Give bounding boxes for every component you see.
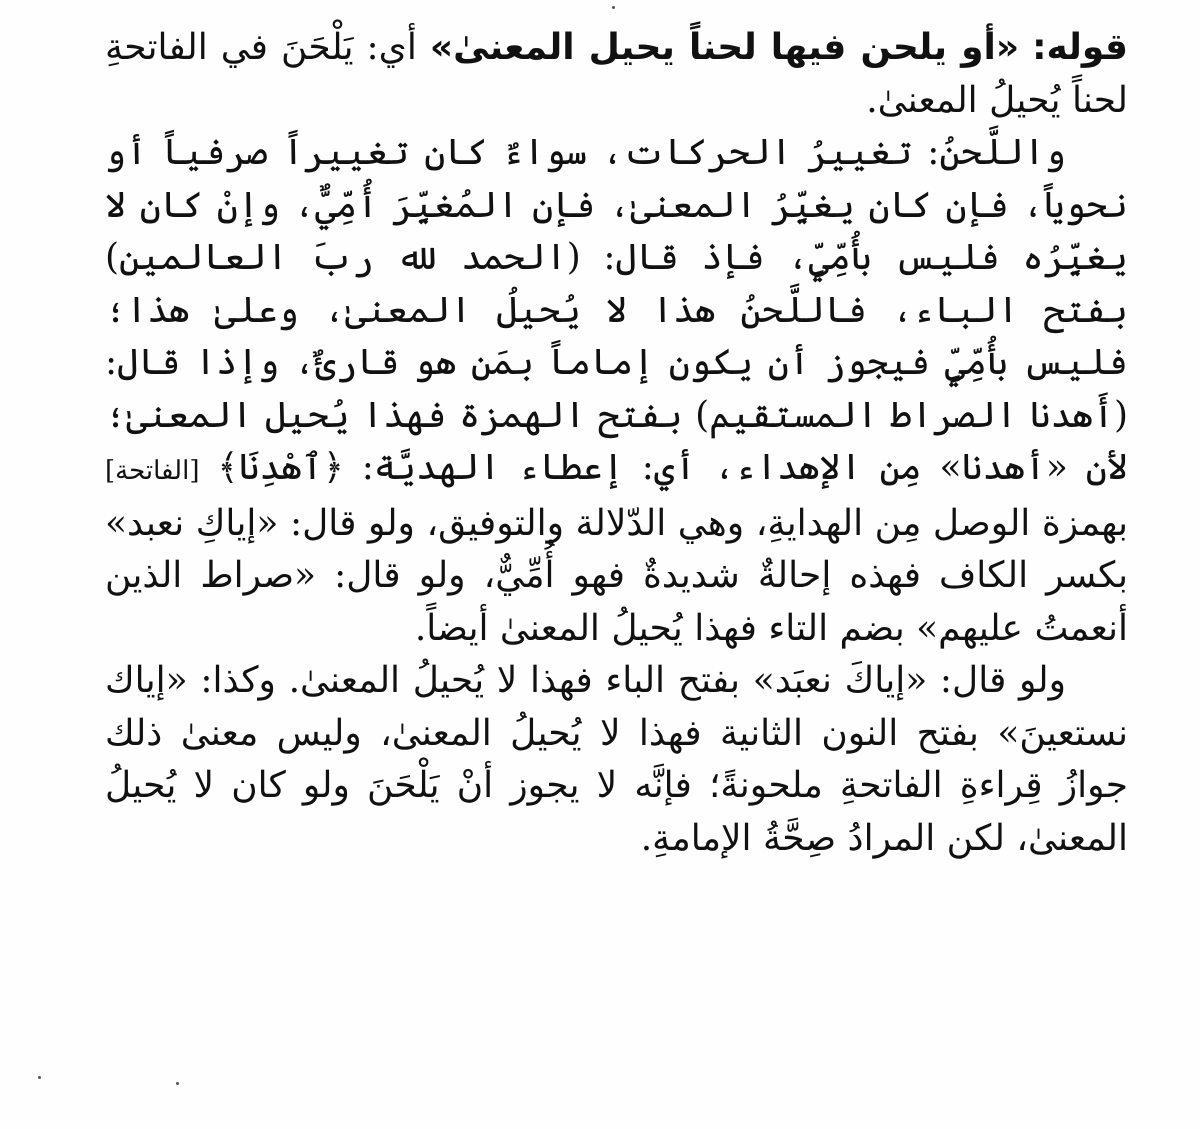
paragraph-1 — [105, 22, 1128, 127]
bold-lead-word: قوله: — [1032, 27, 1128, 68]
page-body-text — [105, 22, 1128, 865]
scan-speck — [612, 6, 615, 9]
paragraph-2-part-2: بهمزة الوصل مِن الهدايةِ، وهي الدّلالة والتوفيق، ولو قال: «إياكِ نعبد» بكسر الكاف فهذه إحالةٌ شديدةٌ فهو أُمِّيٌّ، ولو قال: «صراط الذين أنعمتُ عليهم» بضم التاء فهذا يُحيلُ المعنىٰ أيضاً. — [105, 502, 1128, 649]
paragraph-2-part-1: واللَّحنُ: تغييرُ الحركات، سواءٌ كان تغييراً صرفياً أو نحوياً، فإن كان يغيِّرُ المعنىٰ، فإن المُغيِّرَ أُمِّيٌّ، وإنْ كان لا يغيِّرُه فليس بأُمِّيٍّ، فإذ قال: (الحمد لله ربَ العالمين) بفتح الباء، فاللَّحنُ هذا لا يُحيلُ المعنىٰ، وعلىٰ هذا؛ فليس بأُمِّيٍّ فيجوز أن يكون إماماً بمَن هو قارئٌ، وإذا قال: (أَهدنا الصراط المستقيم) بفتح الهمزة فهذا يُحيل المعنىٰ؛ لأن «أهدنا» مِن الإهداء، أي: إعطاء الهديَّة: ﴿ٱهْدِنَا﴾ — [105, 132, 1128, 488]
scan-speck — [176, 1082, 179, 1085]
paragraph-1-rest: أي: يَلْحَنَ في الفاتحةِ لحناً يُحيلُ المعنىٰ. — [105, 27, 1128, 121]
paragraph-3 — [105, 655, 1128, 865]
scan-speck — [38, 1076, 41, 1079]
paragraph-3-text: ولو قال: «إياكَ نعبَد» بفتح الباء فهذا لا يُحيلُ المعنىٰ. وكذا: «إياك نستعينَ» بفتح النون الثانية فهذا لا يُحيلُ المعنىٰ، وليس معنىٰ ذلك جوازُ قِراءةِ الفاتحةِ ملحونةً؛ فإنَّه لا يجوز أنْ يَلْحَنَ ولو كان لا يُحيلُ المعنىٰ، لكن المرادُ صِحَّةُ الإمامةِ. — [105, 660, 1128, 859]
paragraph-2 — [105, 127, 1128, 655]
quoted-matn-phrase: «أو يلحن فيها لحناً يحيل المعنىٰ» — [429, 27, 1020, 68]
surah-reference: [الفاتحة] — [105, 456, 200, 486]
